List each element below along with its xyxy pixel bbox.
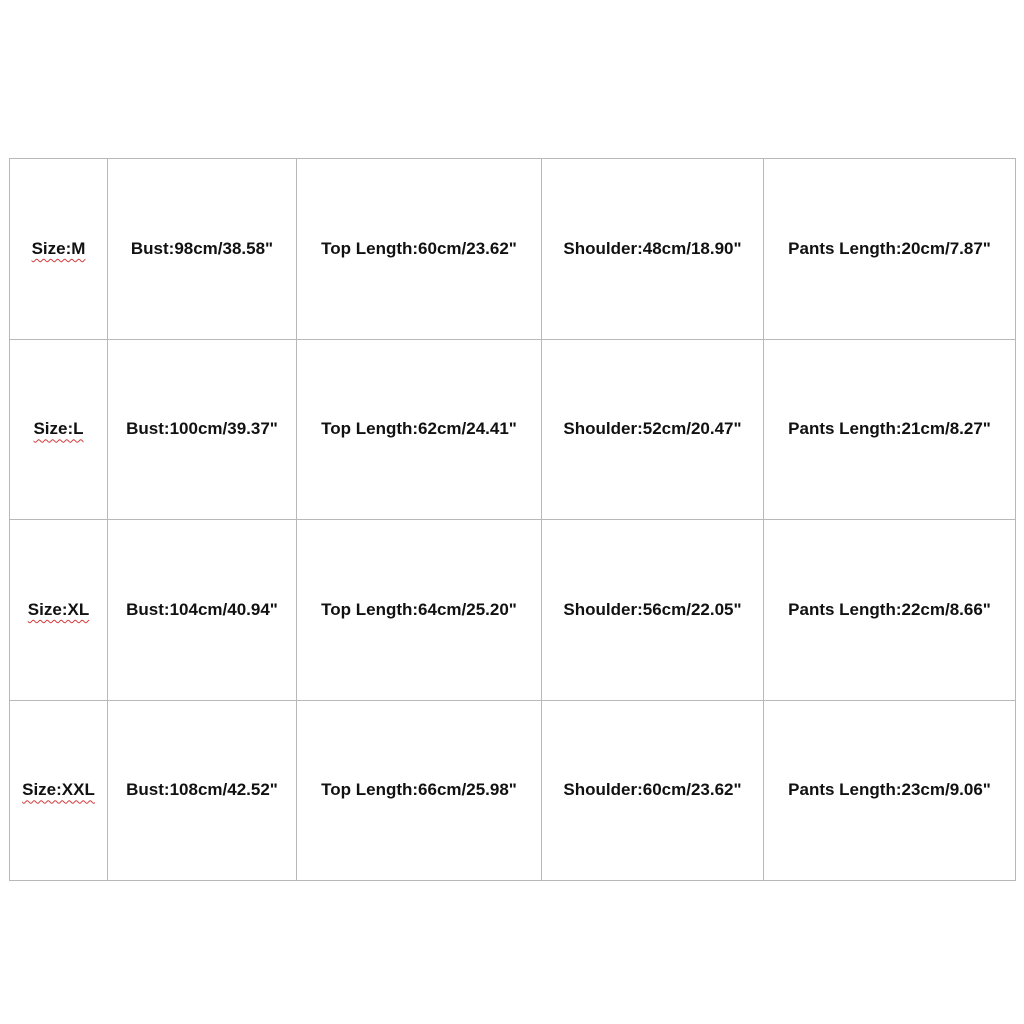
- table-row: [10, 339, 1016, 520]
- shoulder-cell: Shoulder:52cm/20.47": [542, 339, 764, 520]
- size-cell: [10, 159, 108, 340]
- bust-cell: Bust:104cm/40.94": [108, 520, 297, 701]
- table-row: [10, 520, 1016, 701]
- size-label: Size:XL: [27, 599, 90, 619]
- pants-length-cell: Pants Length:22cm/8.66": [764, 520, 1016, 701]
- pants-length-cell: Pants Length:23cm/9.06": [764, 700, 1016, 881]
- pants-length-cell: Pants Length:20cm/7.87": [764, 159, 1016, 340]
- size-label: Size:L: [33, 419, 84, 439]
- shoulder-cell: Shoulder:56cm/22.05": [542, 520, 764, 701]
- size-chart-table: [9, 158, 1016, 881]
- size-cell: [10, 520, 108, 701]
- bust-cell: Bust:108cm/42.52": [108, 700, 297, 881]
- table-row: [10, 700, 1016, 881]
- size-cell: [10, 339, 108, 520]
- shoulder-cell: Shoulder:48cm/18.90": [542, 159, 764, 340]
- top-length-cell: Top Length:60cm/23.62": [297, 159, 542, 340]
- table-row: [10, 159, 1016, 340]
- size-cell: [10, 700, 108, 881]
- bust-cell: Bust:98cm/38.58": [108, 159, 297, 340]
- top-length-cell: Top Length:62cm/24.41": [297, 339, 542, 520]
- size-label: Size:XXL: [22, 780, 95, 800]
- size-label: Size:M: [31, 238, 86, 258]
- shoulder-cell: Shoulder:60cm/23.62": [542, 700, 764, 881]
- top-length-cell: Top Length:64cm/25.20": [297, 520, 542, 701]
- pants-length-cell: Pants Length:21cm/8.27": [764, 339, 1016, 520]
- top-length-cell: Top Length:66cm/25.98": [297, 700, 542, 881]
- bust-cell: Bust:100cm/39.37": [108, 339, 297, 520]
